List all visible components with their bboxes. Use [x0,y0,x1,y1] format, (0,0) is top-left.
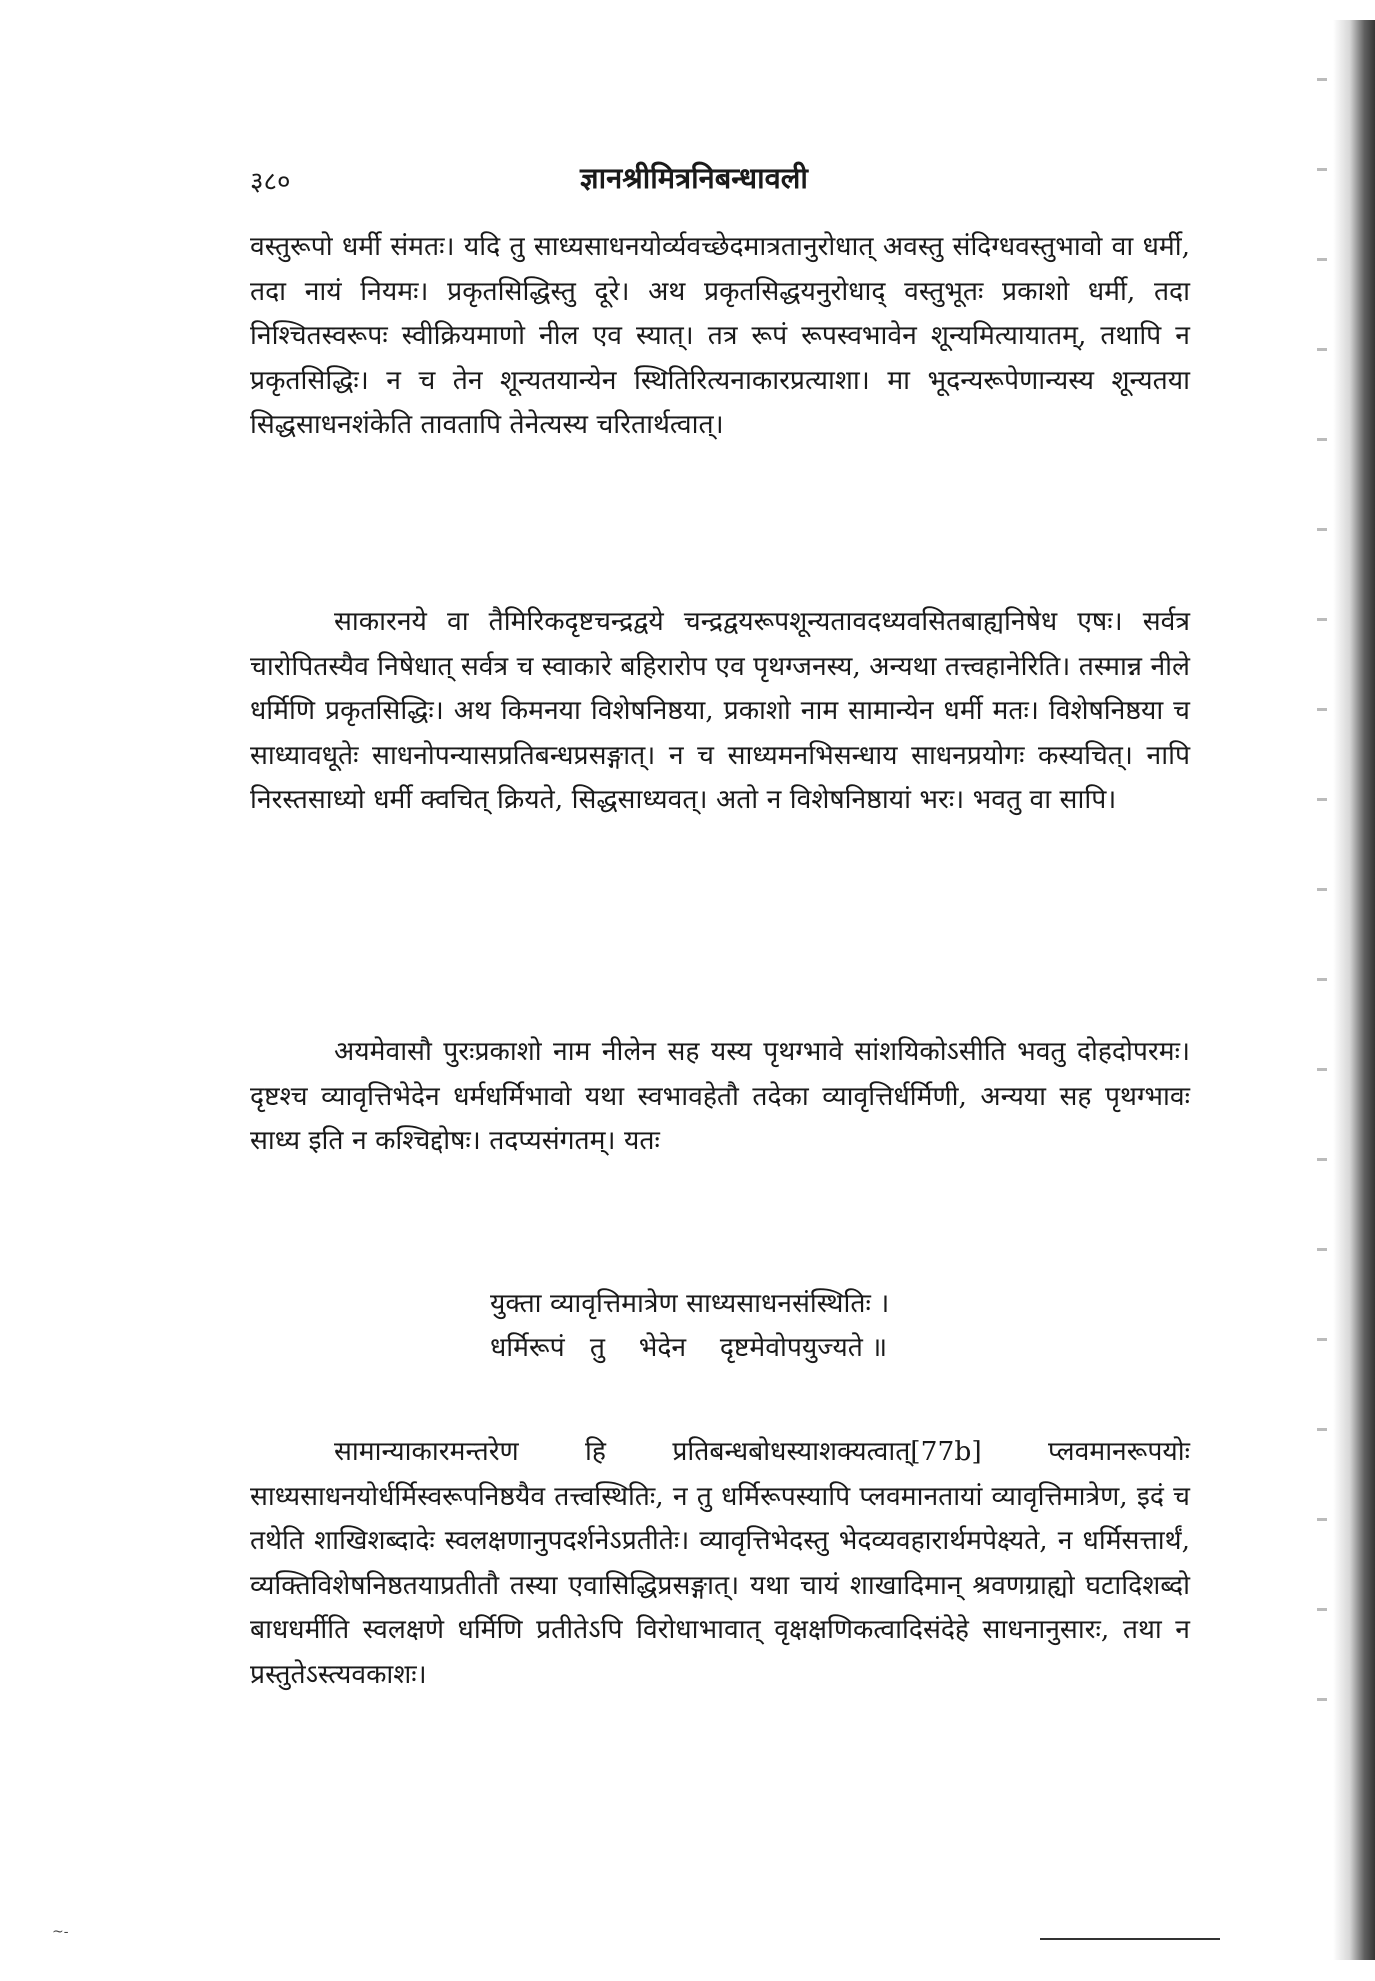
paragraph-text: सामान्याकारमन्तरेण हि प्रतिबन्धबोधस्याशक्यत्वात्[77b] प्लवमानरूपयोः साध्यसाधनयोर्धर्मिस्वरूपनिष्ठयैव तत्त्वस्थितिः, न तु धर्मिरूपस्यापि प्लवमानतायां व्यावृत्तिमात्रेण, इदं च तथेति शाखिशब्दादेः स्वलक्षणानुपदर्शनेऽप्रतीतेः। व्यावृत्तिभेदस्तु भेदव्यवहारार्थमपेक्ष्यते, न धर्मिसत्तार्थं, व्यक्तिविशेषनिष्ठतयाप्रतीतौ तस्या एवासिद्धिप्रसङ्गात्। यथा चायं शाखादिमान् श्रवणग्राह्यो घटादिशब्दो बाधधर्मीति स्वलक्षणे धर्मिणि प्रतीतेऽपि विरोधाभावात् वृक्षक्षणिकत्वादिसंदेहे साधनानुसारः, तथा न प्रस्तुतेऽस्त्यवकाशः। [250,1436,1190,1690]
verse-block [490,1282,1090,1370]
scanned-page-edge [1333,20,1375,1960]
page-number: ३८० [250,167,291,197]
footer-rule [1040,1938,1220,1940]
paragraph-3 [250,1030,1190,1164]
paragraph-text: अयमेवासौ पुरःप्रकाशो नाम नीलेन सह यस्य पृथग्भावे सांशयिकोऽसीति भवतु दोहदोपरमः। दृष्टश्च व्यावृत्तिभेदेन धर्मधर्मिभावो यथा स्वभावहेतौ तदेका व्यावृत्तिर्धर्मिणी, अन्यया सह पृथग्भावः साध्य इति न कश्चिद्दोषः। तदप्यसंगतम्। यतः [250,1036,1190,1157]
page-header [250,158,1200,206]
paragraph-text: साकारनये वा तैमिरिकदृष्टचन्द्रद्वये चन्द्रद्वयरूपशून्यतावदध्यवसितबाह्यनिषेध एषः। सर्वत्र चारोपितस्यैव निषेधात् सर्वत्र च स्वाकारे बहिरारोप एव पृथग्जनस्य, अन्यथा तत्त्वहानेरिति। तस्मान्न नीले धर्मिणि प्रकृतसिद्धिः। अथ किमनया विशेषनिष्ठया, प्रकाशो नाम सामान्येन धर्मी मतः। विशेषनिष्ठया च साध्यावधूतेः साधनोपन्यासप्रतिबन्धप्रसङ्गात्। न च साध्यमनभिसन्धाय साधनप्रयोगः कस्यचित्। नापि निरस्तसाध्यो धर्मी क्वचित् क्रियते, सिद्धसाध्यवत्। अतो न विशेषनिष्ठायां भरः। भवतु वा सापि। [250,606,1190,816]
paragraph-text: वस्तुरूपो धर्मी संमतः। यदि तु साध्यसाधनयोर्व्यवच्छेदमात्रतानुरोधात् अवस्तु संदिग्धवस्तुभावो वा धर्मी, तदा नायं नियमः। प्रकृतसिद्धिस्तु दूरे। अथ प्रकृतसिद्धयनुरोधाद् वस्तुभूतः प्रकाशो धर्मी, तदा निश्चितस्वरूपः स्वीक्रियमाणो नील एव स्यात्। तत्र रूपं रूपस्वभावेन शून्यमित्यायातम्, तथापि न प्रकृतसिद्धिः। न च तेन शून्यतयान्येन स्थितिरित्यनाकारप्रत्याशा। मा भूदन्यरूपेणान्यस्य शून्यतया सिद्धसाधनशंकेति तावतापि तेनेत्यस्य चरितार्थत्वात्। [250,231,1190,441]
paragraph-4 [250,1430,1190,1698]
scan-mark: ~- [52,1924,69,1940]
paragraph-1 [250,225,1190,448]
verse-line-2: धर्मिरूपं तु भेदेन दृष्टमेवोपयुज्यते ॥ [490,1332,888,1363]
paragraph-2 [250,600,1190,823]
running-title: ज्ञानश्रीमित्रनिबन्धावली [580,161,808,195]
verse-line-1: युक्ता व्यावृत्तिमात्रेण साध्यसाधनसंस्थितिः । [490,1288,890,1319]
scan-noise [1317,40,1327,1740]
